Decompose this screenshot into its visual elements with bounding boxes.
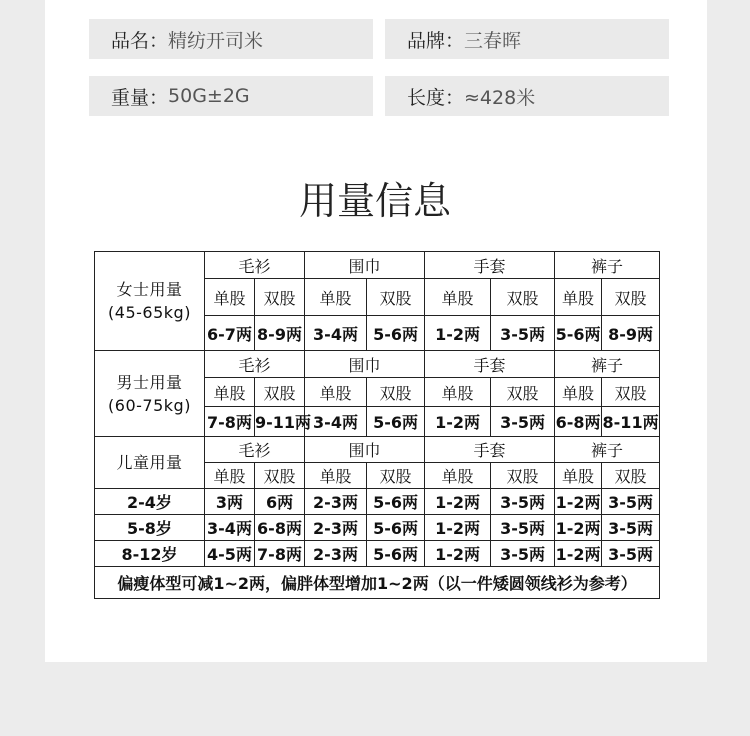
child-amount: 5-6两: [367, 489, 425, 515]
category-gloves: 手套: [425, 351, 555, 378]
men-amount: 3-4两: [305, 407, 367, 437]
child-amount: 2-3两: [305, 489, 367, 515]
spec-weight: [89, 76, 373, 116]
spec-name: [89, 19, 373, 59]
strand-double: 双股: [255, 279, 305, 316]
men-amount: 8-11两: [602, 407, 660, 437]
strand-double: 双股: [255, 378, 305, 407]
women-amount: 1-2两: [425, 316, 491, 351]
child-amount: 5-6两: [367, 541, 425, 567]
child-amount: 3两: [205, 489, 255, 515]
strand-double: 双股: [367, 279, 425, 316]
strand-double: 双股: [491, 378, 555, 407]
strand-double: 双股: [602, 378, 660, 407]
child-amount: 3-5两: [491, 515, 555, 541]
section-title: 用量信息: [298, 179, 451, 223]
child-amount: 3-5两: [602, 489, 660, 515]
strand-single: 单股: [555, 463, 602, 489]
child-amount: 1-2两: [555, 541, 602, 567]
strand-single: 单股: [425, 463, 491, 489]
strand-single: 单股: [305, 279, 367, 316]
strand-double: 双股: [602, 463, 660, 489]
spec-brand-label: 品牌：: [407, 29, 465, 52]
category-scarf: 围巾: [305, 351, 425, 378]
women-side-label: [95, 252, 205, 351]
strand-double: 双股: [491, 463, 555, 489]
child-amount: 1-2两: [425, 515, 491, 541]
men-amount: 3-5两: [491, 407, 555, 437]
men-amount: 1-2两: [425, 407, 491, 437]
child-amount: 7-8两: [255, 541, 305, 567]
men-amount: 6-8两: [555, 407, 602, 437]
children-side-label: [95, 437, 205, 489]
child-amount: 5-6两: [367, 515, 425, 541]
men-amount: 9-11两: [255, 407, 305, 437]
child-age-label: 5-8岁: [95, 515, 205, 541]
category-sweater: 毛衫: [205, 437, 305, 463]
strand-single: 单股: [305, 463, 367, 489]
children-label: 儿童用量: [116, 453, 183, 472]
strand-single: 单股: [555, 378, 602, 407]
women-label: 女士用量: [116, 280, 183, 299]
usage-note: 偏瘦体型可减1~2两，偏胖体型增加1~2两（以一件矮圆领线衫为参考）: [95, 567, 660, 599]
child-amount: 3-4两: [205, 515, 255, 541]
women-amount: 6-7两: [205, 316, 255, 351]
child-amount: 1-2两: [425, 489, 491, 515]
category-gloves: 手套: [425, 437, 555, 463]
spec-brand-value: 三春晖: [464, 29, 522, 52]
category-scarf: 围巾: [305, 437, 425, 463]
child-amount: 6-8两: [255, 515, 305, 541]
men-side-label: [95, 351, 205, 437]
spec-weight-value: 50G±2G: [168, 85, 250, 107]
child-amount: 6两: [255, 489, 305, 515]
spec-weight-label: 重量：: [111, 86, 169, 109]
strand-single: 单股: [205, 279, 255, 316]
strand-double: 双股: [255, 463, 305, 489]
women-amount: 3-5两: [491, 316, 555, 351]
child-amount: 2-3两: [305, 515, 367, 541]
men-label: 男士用量: [116, 372, 183, 392]
category-scarf: 围巾: [305, 252, 425, 279]
child-amount: 2-3两: [305, 541, 367, 567]
child-amount: 1-2两: [425, 541, 491, 567]
strand-double: 双股: [367, 463, 425, 489]
women-amount: 5-6两: [555, 316, 602, 351]
child-amount: 1-2两: [555, 489, 602, 515]
strand-single: 单股: [305, 378, 367, 407]
spec-name-label: 品名：: [111, 29, 169, 52]
child-amount: 3-5两: [602, 541, 660, 567]
child-amount: 3-5两: [491, 489, 555, 515]
spec-brand: [385, 19, 669, 59]
spec-length-value: ≈428米: [464, 86, 536, 109]
category-sweater: 毛衫: [205, 351, 305, 378]
strand-single: 单股: [425, 279, 491, 316]
category-pants: 裤子: [555, 351, 660, 378]
strand-double: 双股: [491, 279, 555, 316]
women-amount: 8-9两: [255, 316, 305, 351]
category-gloves: 手套: [425, 252, 555, 279]
men-amount: 5-6两: [367, 407, 425, 437]
strand-double: 双股: [367, 378, 425, 407]
category-pants: 裤子: [555, 252, 660, 279]
child-amount: 3-5两: [602, 515, 660, 541]
usage-table: [94, 251, 660, 599]
women-amount: 8-9两: [602, 316, 660, 351]
category-pants: 裤子: [555, 437, 660, 463]
men-weight-range: (60-75kg): [108, 395, 191, 415]
child-amount: 1-2两: [555, 515, 602, 541]
spec-length-label: 长度：: [407, 86, 465, 109]
child-amount: 4-5两: [205, 541, 255, 567]
category-sweater: 毛衫: [205, 252, 305, 279]
strand-single: 单股: [205, 378, 255, 407]
child-age-label: 2-4岁: [95, 489, 205, 515]
child-age-label: 8-12岁: [95, 541, 205, 567]
spec-name-value: 精纺开司米: [168, 29, 264, 52]
spec-length: [385, 76, 669, 116]
strand-double: 双股: [602, 279, 660, 316]
men-amount: 7-8两: [205, 407, 255, 437]
strand-single: 单股: [425, 378, 491, 407]
strand-single: 单股: [205, 463, 255, 489]
child-amount: 3-5两: [491, 541, 555, 567]
women-amount: 5-6两: [367, 316, 425, 351]
women-weight-range: (45-65kg): [108, 303, 191, 322]
strand-single: 单股: [555, 279, 602, 316]
women-amount: 3-4两: [305, 316, 367, 351]
